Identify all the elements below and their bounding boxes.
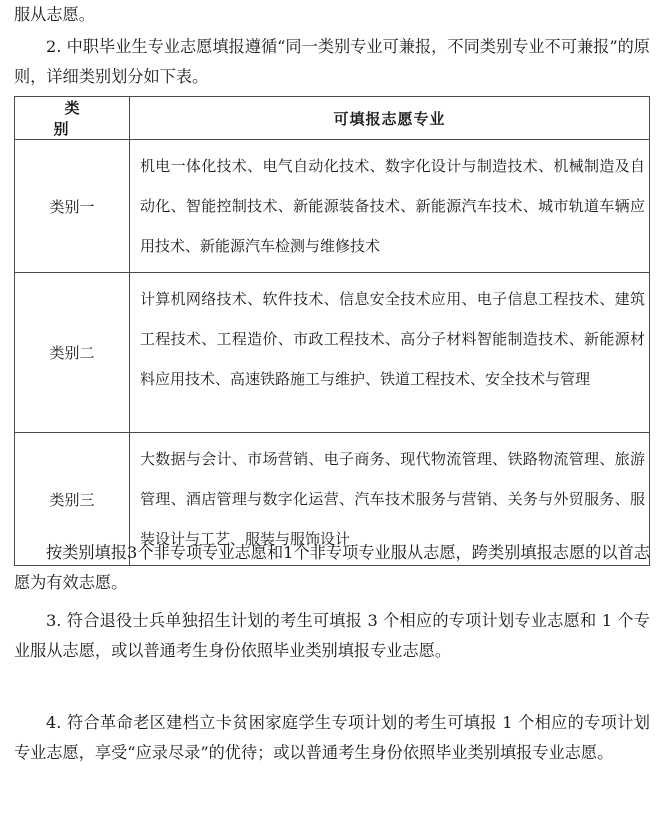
category-cell: 类别三 bbox=[15, 433, 130, 566]
majors-cell: 机电一体化技术、电气自动化技术、数字化设计与制造技术、机械制造及自动化、智能控制技术、新能源装备技术、新能源汽车技术、城市轨道车辆应用技术、新能源汽车检测与维修技术 bbox=[130, 140, 650, 273]
paragraph-fragment: 服从志愿。 bbox=[14, 5, 95, 24]
majors-cell: 计算机网络技术、软件技术、信息安全技术应用、电子信息工程技术、建筑工程技术、工程造价、市政工程技术、高分子材料智能制造技术、新能源材料应用技术、高速铁路施工与维护、铁道工程技术、安全技术与管理 bbox=[130, 273, 650, 433]
paragraph-3: 3. 符合退役士兵单独招生计划的考生可填报 3 个相应的专项计划专业志愿和 1 个专业服从志愿，或以普通考生身份依照毕业类别填报专业志愿。 bbox=[14, 611, 650, 660]
table-row bbox=[15, 273, 650, 433]
category-cell: 类别二 bbox=[15, 273, 130, 433]
majors-cell: 大数据与会计、市场营销、电子商务、现代物流管理、铁路物流管理、旅游管理、酒店管理与数字化运营、汽车技术服务与营销、关务与外贸服务、服装设计与工艺、服装与服饰设计 bbox=[130, 433, 650, 566]
header-majors: 可填报志愿专业 bbox=[130, 97, 650, 140]
category-cell: 类别一 bbox=[15, 140, 130, 273]
paragraph-4: 4. 符合革命老区建档立卡贫困家庭学生专项计划的考生可填报 1 个相应的专项计划专业志愿，享受“应录尽录”的优待；或以普通考生身份依照毕业类别填报专业志愿。 bbox=[14, 713, 650, 762]
header-category: 类 别 bbox=[15, 97, 130, 140]
table-row bbox=[15, 140, 650, 273]
paragraph-2: 2. 中职毕业生专业志愿填报遵循“同一类别专业可兼报，不同类别专业不可兼报”的原则，详细类别划分如下表。 bbox=[14, 37, 650, 86]
category-table bbox=[14, 96, 650, 566]
table-header-row bbox=[15, 97, 650, 140]
paragraph-quota: 按类别填报3个非专项专业志愿和1个非专项专业服从志愿，跨类别填报志愿的以首志愿为有效志愿。 bbox=[14, 543, 650, 592]
